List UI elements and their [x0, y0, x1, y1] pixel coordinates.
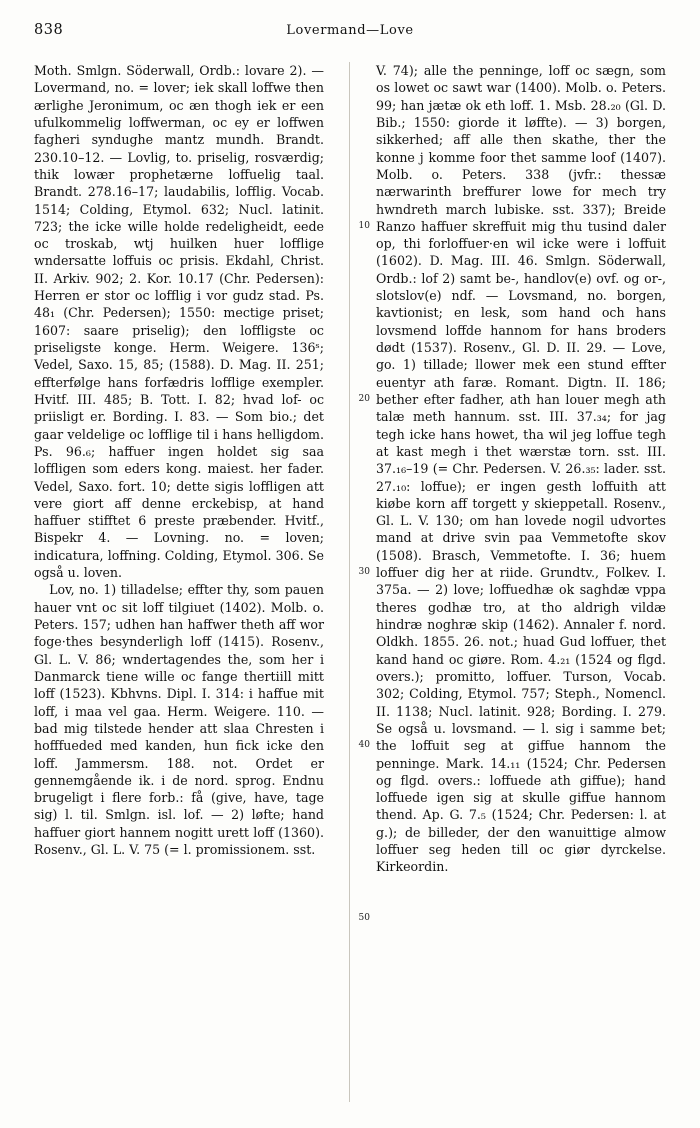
line-number-spacer: [354, 149, 370, 166]
paragraph: Moth. Smlgn. Söderwall, Ordb.: lovare 2). — Lovermand, no. = lover; iek skall loffwe then ærlighe Jeronimum, oc æn thogh iek er een ufulkommelig loffwerman, oc ey er loffwen fagheri syndughe mantz mundh. Brandt. 230.10–12. — Lovlig, to. priselig, rosværdig; thik lowær prophetærne loffuelig taal. Brandt. 278.16–17; laudabilis, lofflig. Vocab. 1514; Colding, Etymol. 632; Nucl. latinit. 723; the icke wille holde redeligheidt, eede oc troskab, wtj huilken huer lofflige wndersatte loffuis oc prisis. Ekdahl, Christ. II. Arkiv. 902; 2. Kor. 10.17 (Chr. Pedersen): Herren er stor oc lofflig i vor gudz stad. Ps. 48₁ (Chr. Pedersen); 1550: mectige priset; 1607: saare priselig); den loffligste oc priseligste konge. Herm. Weigere. 136ˢ; Vedel, Saxo. 15, 85; (1588). D. Mag. II. 251; effterfølge hans forfædris lofflige exempler. Hvitf. III. 485; B. Tott. I. 82; hvad lof- oc priisligt er. Bording. I. 83. — Som bio.; det gaar veldelige oc lofflige til i hans helligdom. Ps. 96.₆; haffuer ingen holdet sig saa loffligen som eders kong. maiest. her fader. Vedel, Saxo. fort. 10; dette sigis loffligen att vere giort aff denne erckebisp, at hand haffuer stifftet 6 preste præbender. Hvitf., Bispekr 4. — Lovning. no. = loven; indicatura, loffning. Colding, Etymol. 306. Se også u. loven.: [34, 63, 324, 581]
line-number-spacer: [354, 651, 370, 668]
column-divider-rule: [349, 62, 350, 1102]
line-number-spacer: [354, 166, 370, 183]
line-number-spacer: [354, 62, 370, 79]
folio-number: 838: [34, 22, 64, 38]
column-right: [376, 62, 666, 1102]
line-number-spacer: [354, 772, 370, 789]
line-number-spacer: [354, 512, 370, 529]
line-number-spacer: [354, 893, 370, 910]
line-number-spacer: [354, 599, 370, 616]
line-number-spacer: [354, 79, 370, 96]
line-number-spacer: [354, 270, 370, 287]
paragraph: Lov, no. 1) tilladelse; effter thy, som pauen hauer vnt oc sit loff tilgiuet (1402). Molb. o. Peters. 157; udhen han haffwer theth aff wor foge·thes besynderligh loff (1415). Rosenv., Gl. L. V. 86; wndertagendes the, som her i Danmarck tiene wille oc fange thertiill mitt loff (1523). Kbhvns. Dipl. I. 314: i haffue mit loff, i maa vel gaa. Herm. Weigere. 110. — bad mig tilstede hender att slaa Chresten i hofffueded med kanden, hun fick icke den loff. Jammersm. 188. not. Ordet er gennemgående ik. i de nord. sprog. Endnu brugeligt i flere forb.: få (give, have, tage sig) l. til. Smlgn. isl. lof. — 2) løfte; hand haffuer giort hannem nogitt urett loff (1360). Rosenv., Gl. L. V. 75 (= l. promissionem. sst.: [34, 582, 324, 858]
line-number-spacer: [354, 581, 370, 598]
line-number-gutter: [354, 62, 370, 1102]
line-number-spacer: [354, 616, 370, 633]
line-number-spacer: [354, 97, 370, 114]
line-number-spacer: [354, 478, 370, 495]
line-number-spacer: [354, 426, 370, 443]
line-number-spacer: [354, 633, 370, 650]
line-number-spacer: [354, 824, 370, 841]
line-number-spacer: [354, 460, 370, 477]
line-number-spacer: [354, 841, 370, 858]
paragraph: V. 74); alle the penninge, loff oc sægn, som os lowet oc sawt war (1400). Molb. o. Peters. 99; han jætæ ok eth loff. 1. Msb. 28.₂₀ (Gl. D. Bib.; 1550: giorde it løffte). — 3) borgen, sikkerhed; aff alle then skathe, ther the konne j komme foor thet samme loof (1407). Molb. o. Peters. 338 (jvfr.: thessæ nærwarinth breffurer lowe for mech try hwndreth march lubiske. sst. 337); Breide Ranzo haffuer skreffuit mig thu tusind daler op, thi forloffuer·en wil icke were i loffuit (1602). D. Mag. III. 46. Smlgn. Söderwall, Ordb.: lof 2) samt be-, handlov(e) ovf. og or-, slotslov(e) ndf. — Lovsmand, no. borgen, kavtionist; en lesk, som hand och hans lovsmend loffde hannom for hans broders dødt (1537). Rosenv., Gl. D. II. 29. — Love, go. 1) tillade; llower mek een stund effter euentyr ath faræ. Romant. Digtn. II. 186; bether efter fadher, ath han louer megh ath talæ meth hannum. sst. III. 37.₃₄; for jag tegh icke hans howet, tha wil jeg loffue tegh at kast megh i thet wærstæ torn. sst. III. 37.₁₆–19 (= Chr. Pedersen. V. 26.₃₅: lader. sst. 27.₁₀: loffue); er ingen gesth loffuith att kiøbe korn aff torgett y skieppetall. Rosenv., Gl. L. V. 130; om han lovede nogil udvortes mand at drive svin paa Vemmetofte skov (1508). Brasch, Vemmetofte. I. 36; huem loffuer dig her at riide. Grundtv., Folkev. I. 375a. — 2) love; loffuedhæ ok saghdæ vppa theres godhæ tro, at tho aldrigh vildæ hindræ noghræ skip (1462). Annaler f. nord. Oldkh. 1855. 26. not.; huad Gud loffuer, thet kand hand oc giøre. Rom. 4.₂₁ (1524 og flgd. overs.); promitto, loffuer. Turson, Vocab. 302; Colding, Etymol. 757; Steph., Nomencl. II. 1138; Nucl. latinit. 928; Bording. I. 279. Se også u. lovsmand. — l. sig i samme bet; the loffuit seg at giffue hannom the penninge. Mark. 14.₁₁ (1524; Chr. Pedersen og flgd. overs.: loffuede ath giffue); hand loffuede igen sig at skulle giffue hannom thend. Ap. G. 7.₅ (1524; Chr. Pedersen: l. at g.); de billeder, der den wanuittige almow loffuer seg heden till oc giør dyrckelse. Kirkeordin.: [376, 63, 666, 875]
line-number-spacer: [354, 858, 370, 875]
line-number-spacer: [354, 668, 370, 685]
line-number-spacer: [354, 356, 370, 373]
line-number-spacer: [354, 876, 370, 893]
column-left: [34, 62, 324, 1102]
page-header: [34, 22, 666, 42]
text-columns: [34, 62, 666, 1102]
line-number-spacer: [354, 183, 370, 200]
running-title: Lovermand—Love: [286, 23, 414, 38]
line-number-spacer: [354, 806, 370, 823]
line-number-spacer: [354, 339, 370, 356]
line-number-spacer: [354, 789, 370, 806]
line-number-spacer: [354, 685, 370, 702]
line-number-spacer: [354, 703, 370, 720]
line-number-spacer: [354, 529, 370, 546]
line-number-spacer: [354, 408, 370, 425]
line-number-spacer: [354, 114, 370, 131]
line-number: 50: [358, 913, 370, 924]
line-number-spacer: [354, 235, 370, 252]
line-number-spacer: [354, 252, 370, 269]
line-number-spacer: [354, 287, 370, 304]
line-number-spacer: [354, 304, 370, 321]
line-number: 20: [358, 393, 370, 404]
line-number-spacer: [354, 322, 370, 339]
line-number: 10: [358, 220, 370, 231]
line-number-spacer: [354, 201, 370, 218]
line-number-spacer: [354, 374, 370, 391]
line-number-spacer: [354, 547, 370, 564]
line-number-spacer: [354, 131, 370, 148]
line-number-spacer: [354, 720, 370, 737]
line-number: 30: [358, 567, 370, 578]
line-number-spacer: [354, 443, 370, 460]
line-number: 40: [358, 740, 370, 751]
line-number-spacer: [354, 495, 370, 512]
line-number-spacer: [354, 755, 370, 772]
